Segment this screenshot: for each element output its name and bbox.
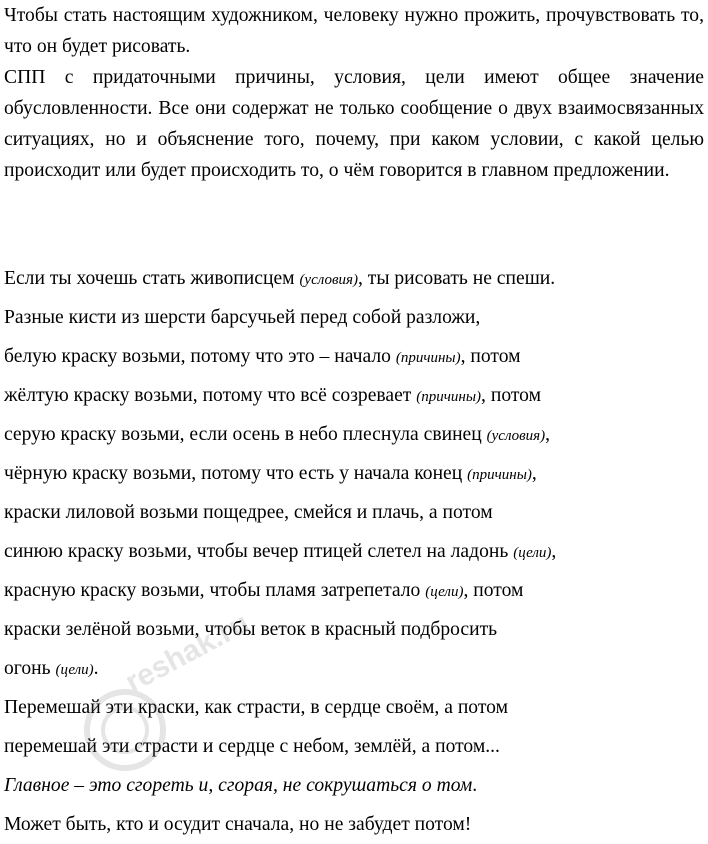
poem-line: краски зелёной возьми, чтобы веток в красный подбросить: [4, 619, 498, 640]
poem-line: Главное – это сгореть и, сгорая, не сокрушаться о том.: [4, 775, 478, 796]
clause-type-note: (цели): [425, 584, 464, 600]
poem-line: Разные кисти из шерсти барсучьей перед собой разложи,: [4, 307, 481, 328]
italic-line-text: Главное – это сгореть и, сгорая, не сокрушаться о том: [4, 775, 473, 796]
watermark-text: reshak.ru: [120, 606, 255, 700]
poem-line: перемешай эти страсти и сердце с небом, землёй, а потом...: [4, 736, 500, 757]
poem-line: серую краску возьми, если осень в небо плеснула свинец (условия),: [4, 424, 551, 445]
clause-type-note: (причины): [395, 350, 461, 366]
clause-type-note: (цели): [55, 662, 94, 678]
poem-line: белую краску возьми, потому что это – начало (причины), потом: [4, 346, 521, 367]
clause-type-note: (причины): [467, 467, 532, 483]
clause-type-note: (причины): [416, 389, 482, 405]
poem-line: огонь (цели).: [4, 658, 99, 679]
poem-line: Если ты хочешь стать живописцем (условия), ты рисовать не спеши.: [4, 268, 556, 289]
intro-paragraph: Чтобы стать настоящим художником, человеку нужно прожить, прочувствовать то, что он будет рисовать.: [4, 5, 704, 57]
poem-line: Может быть, кто и осудит сначала, но не забудет потом!: [4, 814, 472, 835]
poem-line: жёлтую краску возьми, потому что всё созревает (причины), потом: [4, 385, 541, 406]
poem-line: чёрную краску возьми, потому что есть у начала конец (причины),: [4, 463, 537, 484]
clause-type-note: (условия): [299, 272, 358, 288]
poem-line: Перемешай эти краски, как страсти, в сердце своём, а потом: [4, 697, 508, 718]
poem-line: синюю краску возьми, чтобы вечер птицей слетел на ладонь (цели),: [4, 541, 557, 562]
poem-line: красную краску возьми, чтобы пламя затрепетало (цели), потом: [4, 580, 524, 601]
explanation-paragraph: СПП с придаточными причины, условия, цели имеют общее значение обусловленности. Все они содержат не только сообщение о двух взаимосвязанных ситуациях, но и объяснение того, почему, при каком условии, с какой целью происходит или будет происходить то, о чём говорится в главном предложении.: [4, 67, 704, 181]
clause-type-note: (условия): [486, 428, 546, 444]
clause-type-note: (цели): [513, 545, 552, 561]
poem: [4, 259, 704, 844]
poem-line: краски лиловой возьми пощедрее, смейся и плачь, а потом: [4, 502, 493, 523]
